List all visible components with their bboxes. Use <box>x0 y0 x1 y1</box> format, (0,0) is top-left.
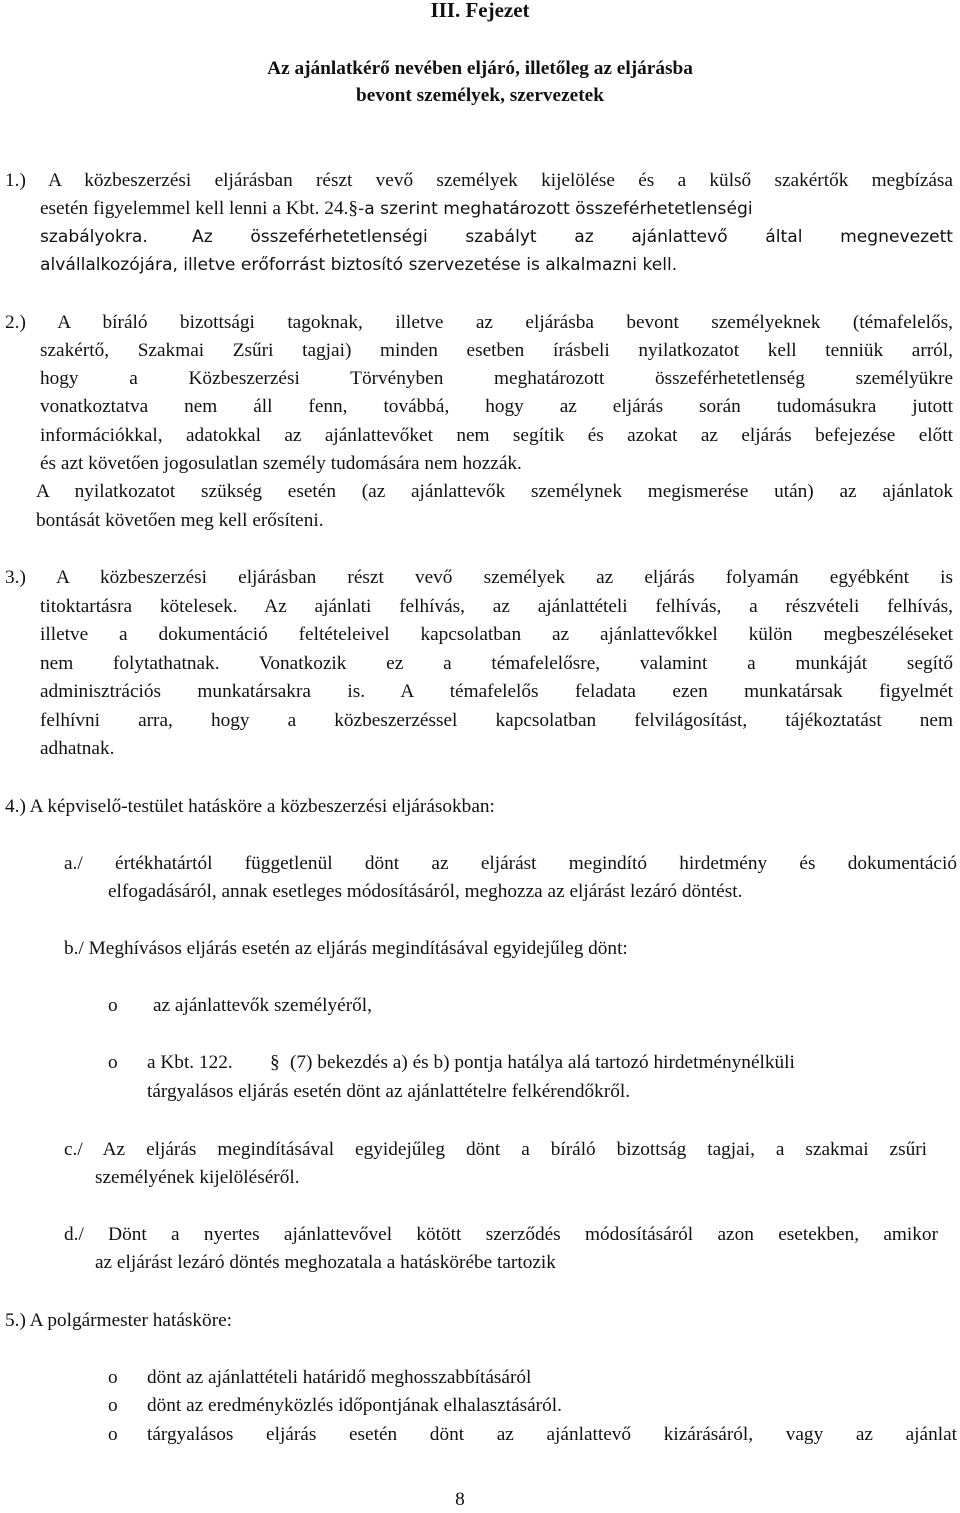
page-number: 8 <box>455 1489 465 1510</box>
section-sign: § <box>348 198 359 219</box>
bullet-marker: o <box>108 1395 118 1416</box>
section-3-line-4: nem folytathatnak. Vonatkozik ez a témafelelősre, valamint a munkáját segítő <box>40 653 953 674</box>
section-4-b-item-2a <box>147 1050 233 1076</box>
section-sign: § <box>270 1052 280 1073</box>
section-1-line-2b: -a szerint meghatározott összeférhetetlenségi <box>358 199 753 219</box>
section-4-d-line-1: d./ Dönt a nyertes ajánlattevővel kötött szerződés módosításáról azon esetekben, amikor <box>64 1224 938 1245</box>
section-1-line-3a: szabályokra. <box>40 227 148 247</box>
section-5-item-3: tárgyalásos eljárás esetén dönt az ajánlattevő kizárásáról, vagy az ajánlat <box>147 1424 957 1445</box>
section-4-b-item-2b: (7) bekezdés a) és b) pontja hatálya alá tartozó hirdetménynélküli <box>290 1052 795 1073</box>
section-1-line-4: alvállalkozójára, illetve erőforrást biztosító szervezetése is alkalmazni kell. <box>40 255 678 275</box>
section-2-line-4: vonatkoztatva nem áll fenn, továbbá, hogy az eljárás során tudomásukra jutott <box>40 396 953 417</box>
section-1-line-2 <box>40 196 753 222</box>
section-2-line-5: információkkal, adatokkal az ajánlattevőket nem segítik és azokat az eljárás befejezése előtt <box>40 425 953 446</box>
section-4-b-item-2c: tárgyalásos eljárás esetén dönt az ajánlattételre felkérendőkről. <box>147 1081 631 1102</box>
bullet-marker: o <box>108 995 118 1016</box>
chapter-heading: III. Fejezet <box>430 0 530 22</box>
section-5-item-2: dönt az eredményközlés időpontjának elhalasztásáról. <box>147 1395 562 1416</box>
section-5-heading: 5.) A polgármester hatásköre: <box>5 1310 233 1331</box>
section-4-b-item-1: az ajánlattevők személyéről, <box>153 995 372 1016</box>
section-2-line-1: 2.) A bíráló bizottsági tagoknak, illetve az eljárásba bevont személyeknek (témafelelős, <box>5 312 953 333</box>
section-4-a-line-1: a./ értékhatártól függetlenül dönt az eljárást megindító hirdetmény és dokumentáció <box>64 853 957 874</box>
bullet-marker: o <box>108 1424 118 1445</box>
section-4-heading: 4.) A képviselő-testület hatásköre a közbeszerzési eljárásokban: <box>5 796 495 817</box>
section-4-c-line-2: személyének kijelöléséről. <box>95 1167 300 1188</box>
section-2-line-2: szakértő, Szakmai Zsűri tagjai) minden esetben írásbeli nyilatkozatot kell tenniük arról, <box>40 340 953 361</box>
section-3-line-7: adhatnak. <box>40 738 115 759</box>
section-2-line-7: A nyilatkozatot szükség esetén (az ajánlattevők személynek megismerése után) az ajánlatok <box>36 481 953 502</box>
bullet-marker: o <box>108 1367 118 1388</box>
section-1-line-3b: Az összeférhetetlenségi szabályt az ajánlattevő által megnevezett <box>192 227 953 247</box>
chapter-title-line-2: bevont személyek, szervezetek <box>356 85 604 106</box>
chapter-title-line-1: Az ajánlatkérő nevében eljáró, illetőleg az eljárásba <box>267 58 693 79</box>
section-1-line-1: 1.) A közbeszerzési eljárásban részt vevő személyek kijelölése és a külső szakértők megbízása <box>5 170 953 191</box>
section-4-c-line-1: c./ Az eljárás megindításával egyidejűleg dönt a bíráló bizottság tagjai, a szakmai zsűri <box>64 1139 927 1160</box>
section-2-line-3: hogy a Közbeszerzési Törvényben meghatározott összeférhetetlenség személyükre <box>40 368 953 389</box>
section-4-b-line-1: b./ Meghívásos eljárás esetén az eljárás megindításával egyidejűleg dönt: <box>64 938 628 959</box>
section-4-d-line-2: az eljárást lezáró döntés meghozatala a hatáskörébe tartozik <box>95 1252 556 1273</box>
section-5-item-1: dönt az ajánlattételi határidő meghosszabbításáról <box>147 1367 532 1388</box>
section-1-line-2a: esetén figyelemmel kell lenni a Kbt. 24. <box>40 198 349 219</box>
section-3-line-5: adminisztrációs munkatársakra is. A témafelelős feladata ezen munkatársak figyelmét <box>40 681 953 702</box>
section-2-line-6: és azt követően jogosulatlan személy tudomására nem hozzák. <box>40 453 522 474</box>
section-3-line-6: felhívni arra, hogy a közbeszerzéssel kapcsolatban felvilágosítást, tájékoztatást nem <box>40 710 953 731</box>
section-3-line-2: titoktartásra kötelesek. Az ajánlati felhívás, az ajánlattételi felhívás, a részvételi felhívás, <box>40 596 953 617</box>
section-4-b-item-2a-text: a Kbt. 122. <box>147 1052 233 1073</box>
section-3-line-3: illetve a dokumentáció feltételeivel kapcsolatban az ajánlattevőkkel külön megbeszéléseket <box>40 624 953 645</box>
section-3-line-1: 3.) A közbeszerzési eljárásban részt vevő személyek az eljárás folyamán egyébként is <box>5 567 953 588</box>
section-2-line-8: bontását követően meg kell erősíteni. <box>36 510 324 531</box>
section-4-a-line-2: elfogadásáról, annak esetleges módosításáról, meghozza az eljárást lezáró döntést. <box>108 881 743 902</box>
bullet-marker: o <box>108 1052 118 1073</box>
